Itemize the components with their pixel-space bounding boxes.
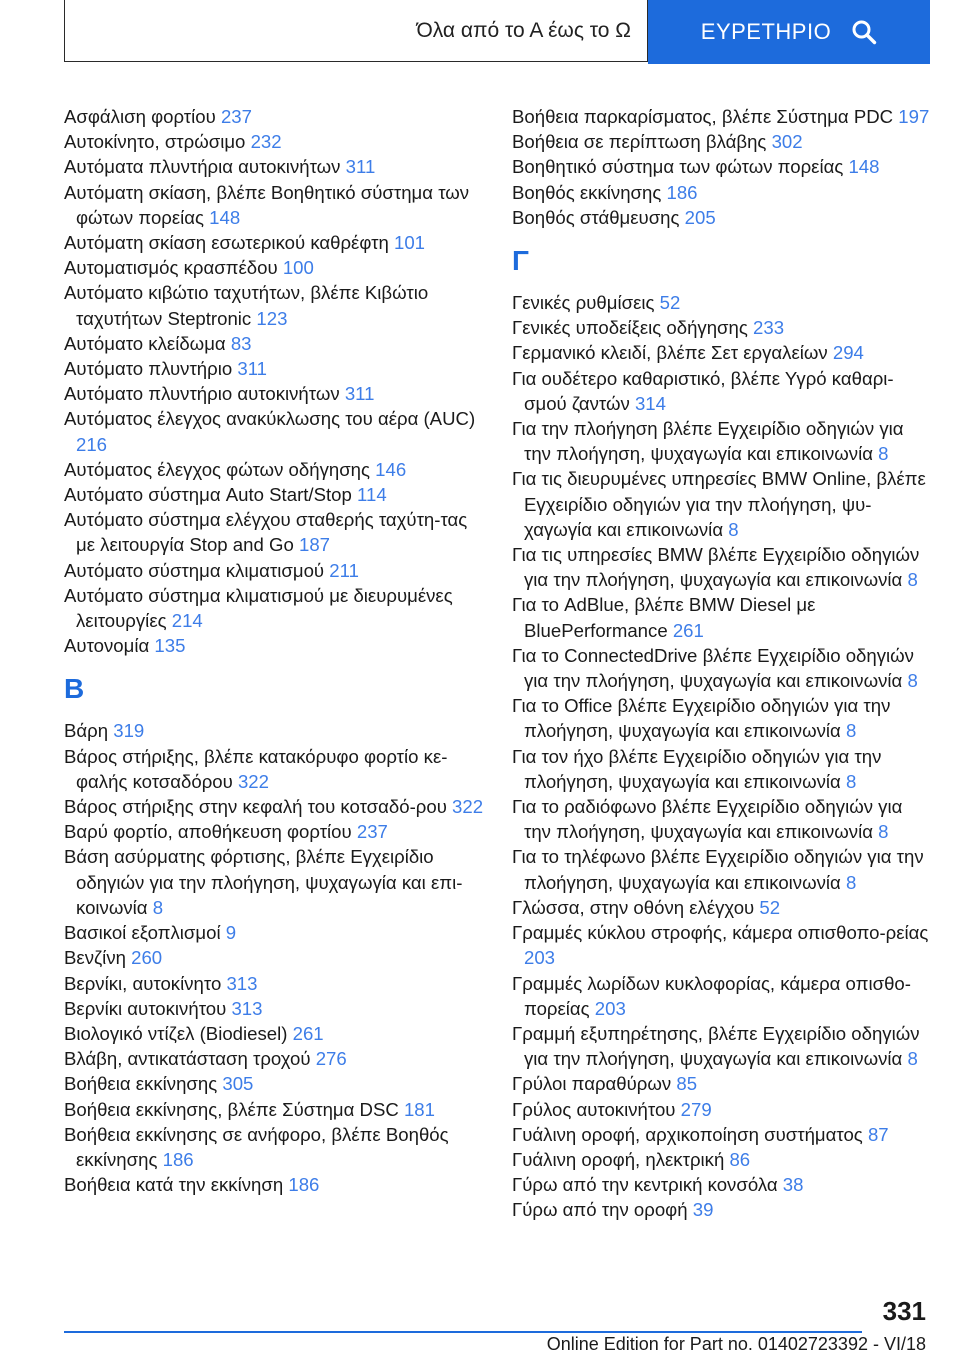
- index-entry-page-link[interactable]: 186: [666, 181, 698, 203]
- index-entry-page-link[interactable]: 8: [907, 670, 918, 692]
- index-entry-text: Γραμμές κύκλου στροφής, κάμερα οπισθοπο-ρείας: [512, 922, 929, 944]
- index-entry: [64, 744, 484, 794]
- index-group-b-continued: [512, 104, 932, 230]
- index-entry-page-link[interactable]: 260: [131, 947, 163, 969]
- index-entry: [64, 457, 484, 482]
- index-entry-page-link[interactable]: 148: [209, 206, 241, 228]
- index-entry: [512, 129, 932, 154]
- index-entry-text: Γρύλοι παραθύρων: [512, 1073, 677, 1095]
- index-entry-page-link[interactable]: 197: [898, 106, 930, 127]
- index-entry-page-link[interactable]: 8: [845, 770, 857, 792]
- index-entry: [64, 356, 484, 381]
- index-entry-page-link[interactable]: 38: [782, 1174, 804, 1196]
- index-entry-text: Αυτόματο σύστημα κλιματισμού: [64, 559, 330, 581]
- index-entry-page-link[interactable]: 302: [771, 131, 803, 153]
- index-entry-page-link[interactable]: 8: [728, 518, 739, 540]
- index-entry-text: Βοηθητικό σύστημα των φώτων πορείας: [512, 156, 849, 178]
- index-entry-text: Βάρος στήριξης, βλέπε κατακόρυφο φορτίο κε-φαλής κοτσαδόρου: [64, 745, 448, 792]
- index-entry-page-link[interactable]: 237: [220, 106, 252, 127]
- index-entry: [512, 920, 932, 970]
- index-entry-page-link[interactable]: 8: [845, 720, 857, 742]
- index-entry-page-link[interactable]: 52: [659, 292, 681, 314]
- index-entry: [64, 1071, 484, 1096]
- tab-index[interactable]: [648, 0, 930, 64]
- index-group-b: [64, 718, 484, 1197]
- index-entry-page-link[interactable]: 214: [171, 610, 203, 632]
- index-entry: [512, 971, 932, 1021]
- index-entry: [64, 129, 484, 154]
- index-entry: [64, 996, 484, 1021]
- index-entry: [64, 1046, 484, 1071]
- index-entry-text: Βενζίνη: [64, 947, 132, 969]
- index-entry-text: Αυτόματος έλεγχος φώτων οδήγησης: [64, 458, 376, 480]
- index-entry-text: Βοήθεια εκκίνησης, βλέπε Σύστημα DSC: [64, 1098, 404, 1120]
- index-entry-page-link[interactable]: 311: [345, 156, 376, 178]
- index-entry-text: Βοήθεια παρκαρίσματος, βλέπε Σύστημα PDC: [512, 106, 899, 127]
- index-entry-text: Βοηθός εκκίνησης: [512, 181, 667, 203]
- index-entry-text: Αυτόματο κιβώτιο ταχυτήτων, βλέπε Κιβώτιο ταχυτήτων Steptronic: [64, 282, 429, 329]
- index-entry: [64, 819, 484, 844]
- index-entry-page-link[interactable]: 52: [759, 896, 781, 918]
- footer-divider: [64, 1331, 862, 1333]
- index-entry: [512, 180, 932, 205]
- index-entry-text: Γύρω από την οροφή: [512, 1199, 693, 1221]
- index-entry: [512, 205, 932, 230]
- index-entry-page-link[interactable]: 87: [867, 1123, 889, 1145]
- index-entry-page-link[interactable]: 314: [634, 392, 666, 414]
- index-entry-text: Βαρύ φορτίο, αποθήκευση φορτίου: [64, 821, 357, 843]
- index-group-a: [64, 104, 484, 658]
- index-entry: [512, 315, 932, 340]
- index-entry-text: Γλώσσα, στην οθόνη ελέγχου: [512, 896, 760, 918]
- index-entry: [64, 1021, 484, 1046]
- index-entry: [512, 1172, 932, 1197]
- index-entry-page-link[interactable]: 8: [907, 1048, 918, 1070]
- index-entry-page-link[interactable]: 261: [672, 619, 704, 641]
- index-entry: [64, 482, 484, 507]
- index-entry-text: Βοηθός στάθμευσης: [512, 206, 685, 228]
- index-entry: [512, 643, 932, 693]
- index-entry-page-link[interactable]: 305: [222, 1073, 254, 1095]
- index-column-left: [64, 104, 484, 1197]
- index-entry-text: Για το Office βλέπε Εγχειρίδιο οδηγιών για την πλοήγηση, ψυχαγωγία και επικοινωνία: [512, 695, 891, 742]
- index-entry: [512, 466, 932, 542]
- index-entry-text: Γυάλινη οροφή, αρχικοποίηση συστήματος: [512, 1123, 868, 1145]
- index-entry: [64, 381, 484, 406]
- index-entry-page-link[interactable]: 100: [282, 257, 314, 279]
- index-entry: [512, 1147, 932, 1172]
- index-entry: [512, 844, 932, 894]
- index-entry: [64, 583, 484, 633]
- index-entry-text: Για το ConnectedDrive βλέπε Εγχειρίδιο οδηγιών για την πλοήγηση, ψυχαγωγία και επικοινωνία: [512, 644, 914, 692]
- index-entry: [512, 340, 932, 365]
- index-entry: [64, 920, 484, 945]
- index-entry-page-link[interactable]: 85: [676, 1073, 698, 1095]
- index-entry-text: Για την πλοήγηση βλέπε Εγχειρίδιο οδηγιών για την πλοήγηση, ψυχαγωγία και επικοινωνία: [512, 418, 904, 465]
- index-entry-page-link[interactable]: 294: [832, 342, 864, 364]
- index-entry-text: Βοήθεια κατά την εκκίνηση: [64, 1174, 289, 1196]
- index-entry-text: Βοήθεια σε περίπτωση βλάβης: [512, 131, 772, 153]
- index-entry: [64, 633, 484, 658]
- index-entry-text: Αυτόματο κλείδωμα: [64, 332, 231, 354]
- index-entry-text: Αυτόματη σκίαση, βλέπε Βοηθητικό σύστημα των φώτων πορείας: [64, 181, 470, 228]
- index-entry-page-link[interactable]: 181: [403, 1098, 435, 1120]
- index-entry: [64, 280, 484, 330]
- index-entry: [64, 1122, 484, 1172]
- search-icon[interactable]: [851, 19, 877, 45]
- index-entry-text: Αυτόματα πλυντήρια αυτοκινήτων: [64, 156, 346, 178]
- index-entry-page-link[interactable]: 39: [692, 1199, 714, 1221]
- index-entry: [512, 794, 932, 844]
- index-entry-text: Βερνίκι αυτοκινήτου: [64, 997, 232, 1019]
- index-entry: [64, 507, 484, 557]
- index-entry-text: Ασφάλιση φορτίου: [64, 106, 221, 127]
- index-entry-text: Αυτοκίνητο, στρώσιμο: [64, 131, 251, 153]
- index-entry-page-link[interactable]: 211: [329, 559, 359, 581]
- index-entry: [512, 366, 932, 416]
- index-entry-text: Βάση ασύρματης φόρτισης, βλέπε Εγχειρίδιο οδηγιών για την πλοήγηση, ψυχαγωγία και επι-κοινωνία: [64, 846, 463, 918]
- index-entry-page-link[interactable]: 261: [292, 1022, 324, 1044]
- top-navigation: [64, 0, 930, 64]
- index-entry-text: Γραμμές λωρίδων κυκλοφορίας, κάμερα οπισθο-πορείας: [512, 972, 911, 1019]
- index-entry: [64, 104, 484, 129]
- index-entry-text: Για το AdBlue, βλέπε BMW Diesel με BluePerformance: [512, 594, 816, 641]
- index-entry: [64, 971, 484, 996]
- index-entry: [512, 154, 932, 179]
- index-entry: [512, 1021, 932, 1071]
- index-entry-text: Βοήθεια εκκίνησης: [64, 1073, 223, 1095]
- index-entry-page-link[interactable]: 232: [250, 131, 282, 153]
- footer-edition: Online Edition for Part no. 01402723392 - VI/18: [546, 1334, 926, 1354]
- index-entry-page-link[interactable]: 233: [753, 317, 785, 339]
- index-entry: [512, 744, 932, 794]
- index-entry: [64, 844, 484, 920]
- index-entry-page-link[interactable]: 322: [237, 770, 269, 792]
- index-entry: [64, 558, 484, 583]
- index-entry-page-link[interactable]: 148: [848, 156, 880, 178]
- index-entry: [64, 406, 484, 456]
- index-entry-text: Βοήθεια εκκίνησης σε ανήφορο, βλέπε Βοηθός εκκίνησης: [64, 1123, 449, 1170]
- index-entry-page-link[interactable]: 203: [524, 947, 556, 969]
- index-entry-text: Για τις υπηρεσίες BMW βλέπε Εγχειρίδιο οδηγιών για την πλοήγηση, ψυχαγωγία και επικοινωνία: [512, 544, 920, 591]
- index-entry: [512, 290, 932, 315]
- index-entry-text: Αυτονομία: [64, 635, 155, 657]
- index-entry-text: Για τις διευρυμένες υπηρεσίες BMW Online, βλέπε Εγχειρίδιο οδηγιών για την πλοήγηση, ψυ-χαγωγία και επικοινωνία: [512, 468, 926, 540]
- index-entry-text: Βασικοί εξοπλισμοί: [64, 922, 226, 944]
- index-entry-text: Βλάβη, αντικατάσταση τροχού: [64, 1048, 316, 1070]
- index-entry-text: Αυτόματος έλεγχος ανακύκλωσης του αέρα (AUC): [64, 408, 476, 430]
- index-entry-page-link[interactable]: 83: [230, 332, 252, 354]
- index-entry-text: Γενικές υποδείξεις οδήγησης: [512, 317, 754, 339]
- index-entry-page-link[interactable]: 8: [907, 569, 918, 591]
- index-entry-page-link[interactable]: 311: [237, 358, 268, 380]
- index-entry-page-link[interactable]: 8: [845, 871, 857, 893]
- index-entry: [64, 794, 484, 819]
- index-entry-text: Αυτόματη σκίαση εσωτερικού καθρέφτη: [64, 232, 394, 254]
- index-entry-page-link[interactable]: 86: [729, 1148, 751, 1170]
- page-number: 331: [882, 1296, 926, 1326]
- index-entry-page-link[interactable]: 311: [344, 383, 375, 405]
- index-entry-text: Γραμμή εξυπηρέτησης, βλέπε Εγχειρίδιο οδηγιών για την πλοήγηση, ψυχαγωγία και επικοινωνία: [512, 1022, 920, 1070]
- index-entry: [512, 1197, 932, 1222]
- index-entry-page-link[interactable]: 313: [226, 972, 258, 994]
- index-entry-text: Για το ραδιόφωνο βλέπε Εγχειρίδιο οδηγιών για την πλοήγηση, ψυχαγωγία και επικοινωνία: [512, 796, 903, 843]
- index-entry: [64, 945, 484, 970]
- index-entry-page-link[interactable]: 135: [154, 635, 186, 657]
- index-group-g: [512, 290, 932, 1223]
- index-entry-page-link[interactable]: 146: [375, 458, 407, 480]
- index-entry-text: Αυτοματισμός κρασπέδου: [64, 257, 283, 279]
- index-entry-text: Γύρω από την κεντρική κονσόλα: [512, 1174, 783, 1196]
- section-letter-g: Γ: [512, 245, 529, 277]
- index-entry-text: Αυτόματο πλυντήριο: [64, 358, 238, 380]
- index-entry: [512, 104, 932, 129]
- index-entry: [64, 1097, 484, 1122]
- index-entry: [64, 154, 484, 179]
- index-entry-page-link[interactable]: 322: [452, 796, 484, 818]
- index-entry-page-link[interactable]: 8: [152, 896, 164, 918]
- tab-a-to-z[interactable]: [64, 0, 648, 62]
- tab-index-label: ΕΥΡΕΤΗΡΙΟ: [700, 19, 832, 44]
- index-entry-text: Βάρη: [64, 720, 114, 742]
- index-entry-page-link[interactable]: 9: [225, 922, 237, 944]
- index-entry-page-link[interactable]: 319: [113, 720, 145, 742]
- index-entry: [64, 180, 484, 230]
- index-entry: [512, 542, 932, 592]
- tab-a-to-z-label: Όλα από το Α έως το Ω: [416, 18, 631, 42]
- index-entry-page-link[interactable]: 205: [684, 206, 716, 228]
- index-entry-text: Γενικές ρυθμίσεις: [512, 292, 660, 314]
- index-entry-page-link[interactable]: 203: [594, 997, 626, 1019]
- index-entry-page-link[interactable]: 187: [298, 534, 331, 556]
- index-entry-page-link[interactable]: 276: [315, 1048, 347, 1070]
- index-entry-text: Για ουδέτερο καθαριστικό, βλέπε Υγρό καθαρι-σμού ζαντών: [512, 367, 894, 414]
- index-entry: [512, 1071, 932, 1096]
- index-entry-text: Αυτόματο σύστημα Auto Start/Stop: [64, 484, 358, 506]
- index-entry-text: Γερμανικό κλειδί, βλέπε Σετ εργαλείων: [512, 342, 833, 364]
- index-entry-text: Αυτόματο πλυντήριο αυτοκινήτων: [64, 383, 345, 405]
- index-entry-text: Βιολογικό ντίζελ (Biodiesel): [64, 1022, 293, 1044]
- index-entry-page-link[interactable]: 8: [878, 821, 889, 843]
- index-entry-page-link[interactable]: 279: [680, 1098, 712, 1120]
- index-entry-page-link[interactable]: 313: [231, 997, 263, 1019]
- index-entry: [512, 1122, 932, 1147]
- index-entry-text: Για το τηλέφωνο βλέπε Εγχειρίδιο οδηγιών για την πλοήγηση, ψυχαγωγία και επικοινωνία: [512, 846, 924, 893]
- index-entry-page-link[interactable]: 186: [162, 1148, 194, 1170]
- index-entry-page-link[interactable]: 8: [878, 443, 889, 465]
- index-entry-page-link[interactable]: 216: [76, 433, 108, 455]
- index-entry: [512, 1097, 932, 1122]
- index-entry: [512, 693, 932, 743]
- index-entry: [64, 331, 484, 356]
- index-entry-text: Για τον ήχο βλέπε Εγχειρίδιο οδηγιών για την πλοήγηση, ψυχαγωγία και επικοινωνία: [512, 745, 882, 792]
- index-entry-text: Βάρος στήριξης στην κεφαλή του κοτσαδό-ρου: [64, 796, 453, 818]
- index-entry-page-link[interactable]: 114: [357, 484, 387, 506]
- index-entry: [512, 895, 932, 920]
- index-entry: [64, 1172, 484, 1197]
- index-entry-page-link[interactable]: 101: [393, 232, 426, 254]
- index-entry: [64, 230, 484, 255]
- index-entry-text: Βερνίκι, αυτοκίνητο: [64, 972, 227, 994]
- index-column-right: [512, 104, 932, 1223]
- index-entry-text: Γρύλος αυτοκινήτου: [512, 1098, 681, 1120]
- index-entry-page-link[interactable]: 123: [256, 307, 288, 329]
- index-entry-page-link[interactable]: 186: [288, 1174, 320, 1196]
- index-entry-text: Αυτόματο σύστημα ελέγχου σταθερής ταχύτη-τας με λειτουργία Stop and Go: [64, 509, 468, 556]
- index-entry: [64, 718, 484, 743]
- index-entry-text: Αυτόματο σύστημα κλιματισμού με διευρυμένες λειτουργίες: [64, 584, 453, 632]
- index-entry: [64, 255, 484, 280]
- index-entry: [512, 416, 932, 466]
- index-entry-page-link[interactable]: 237: [356, 821, 388, 843]
- section-letter-b: Β: [64, 673, 85, 705]
- index-entry: [512, 592, 932, 642]
- index-entry-text: Γυάλινη οροφή, ηλεκτρική: [512, 1148, 730, 1170]
